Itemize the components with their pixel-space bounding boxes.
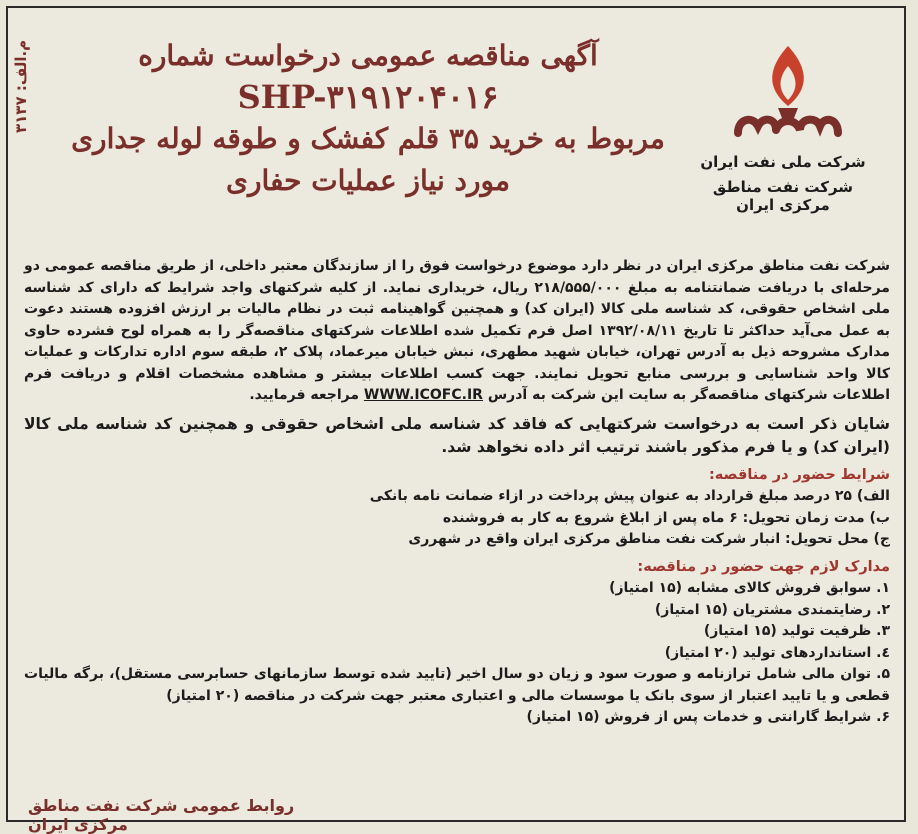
conditions-title: شرایط حضور در مناقصه: [708, 466, 890, 483]
org-subsidiary: شرکت نفت مناطق مرکزی ایران [712, 178, 854, 214]
important-note: شایان ذکر است به درخواست شرکتهایی که فاقد کد شناسه ملی اشخاص حقوقی و همچنین کد شناسه ملی کالا (ایران کد) و یا فرم مذکور باشند ترتیب اثر داده نخواهد شد. [24, 414, 890, 456]
nioc-logo-icon [728, 38, 848, 148]
condition-item: ب) مدت زمان تحویل: ۶ ماه پس از ابلاغ شروع به کار به فروشنده [442, 509, 890, 526]
intro-end: مراجعه فرمایید. [249, 387, 360, 403]
website-link[interactable]: WWW.ICOFC.IR [363, 387, 483, 403]
doc-item: ۵. توان مالی شامل ترازنامه و صورت سود و زیان دو سال اخیر (تایید شده توسط سازمانهای حسابرسی مستقل)، برگه مالیات قطعی و یا تایید اعتبار از سوی بانک یا موسسات مالی و اعتباری معتبر جهت شرکت در مناقصه (۲۰ امتیاز) [24, 666, 890, 704]
title-line1: آگهی مناقصه عمومی درخواست شماره [138, 39, 598, 72]
doc-item: ۲. رضایتمندی مشتریان (۱۵ امتیاز) [654, 601, 890, 618]
notice-body [24, 256, 890, 729]
footer-signature: روابط عمومی شرکت نفت مناطق مرکزی ایران [28, 796, 295, 834]
title-line4: مورد نیاز عملیات حفاری [226, 164, 510, 197]
doc-item: ٤. استانداردهای تولید (۲۰ امتیاز) [664, 644, 890, 661]
docs-title: مدارک لازم جهت حضور در مناقصه: [637, 558, 890, 575]
org-name: شرکت ملی نفت ایران [700, 153, 866, 171]
notice-frame [6, 6, 906, 834]
title-block [48, 36, 688, 202]
title-code: SHP-۳۱۹۱۲۰۴۰۱۶ [237, 78, 499, 116]
notice-header [8, 8, 908, 238]
condition-item: ج) محل تحویل: انبار شرکت نفت مناطق مرکزی ایران واقع در شهرری [408, 531, 890, 547]
doc-item: ۱. سوابق فروش کالای مشابه (۱۵ امتیاز) [609, 580, 890, 596]
condition-item: الف) ۲۵ درصد مبلغ قرارداد به عنوان پیش پرداخت در ازاء ضمانت نامه بانکی [369, 488, 890, 504]
intro-text: شرکت نفت مناطق مرکزی ایران در نظر دارد موضوع درخواست فوق را از سازندگان معتبر داخلی، از طریق مناقصه عمومی دو مرحله‌ای با دریافت ضمانتنامه به مبلغ ۲۱۸/۵۵۵/۰۰۰ ریال، خریداری نماید. از کلیه شرکتهای واجد شرایط که دارای کد شناسه ملی اشخاص حقوقی، کد شناسه ملی کالا (ایران کد) و همچنین گواهینامه ثبت در نظام مالیات بر ارزش افزوده هستند دعوت به عمل می‌آید حداکثر تا تاریخ ۱۳۹۲/۰۸/۱۱ اصل فرم تکمیل شده اطلاعات شرکتهای مناقصه‌گر را به همراه لوح فشرده حاوی مدارک مشروحه ذیل به آدرس تهران، خیابان شهید مطهری، نبش خیابان میرعماد، پلاک ۲، طبقه سوم اداره تدارکات و عملیات کالا واحد شناسایی و بررسی منابع تحویل نمایند. جهت کسب اطلاعات بیشتر و مشاهده مشخصات اقلام و دریافت فرم اطلاعات شرکتهای مناقصه‌گر به سایت این شرکت به آدرس [24, 258, 891, 403]
title-line3: مربوط به خرید ۳۵ قلم کفشک و طوقه لوله جداری [71, 122, 665, 155]
doc-item: ۶. شرایط گارانتی و خدمات پس از فروش (۱۵ امتیاز) [526, 709, 890, 725]
doc-item: ۳. ظرفیت تولید (۱۵ امتیاز) [703, 623, 890, 639]
side-code: م.الف: ۳۱۳۷ [12, 39, 30, 133]
intro-paragraph [24, 256, 890, 407]
